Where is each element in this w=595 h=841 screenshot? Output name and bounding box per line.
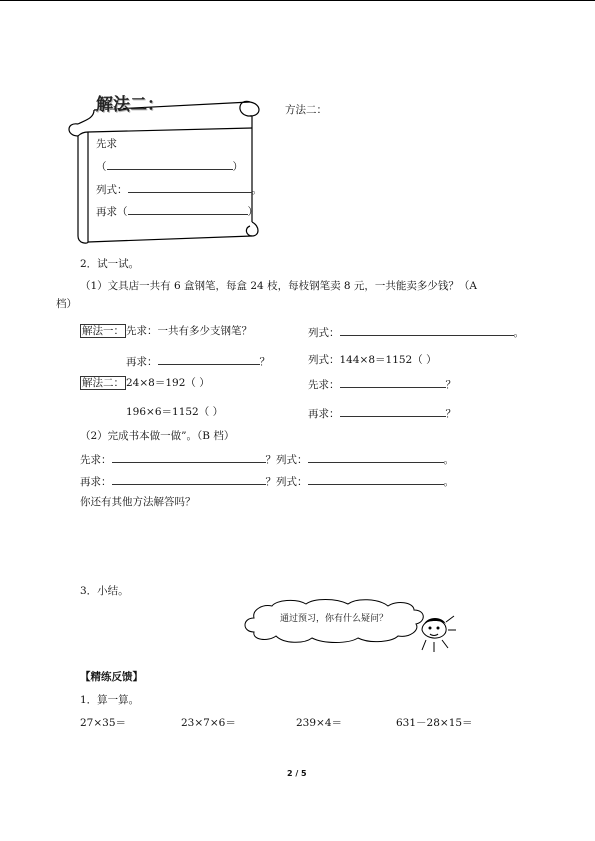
q2-p1-line2: 档） bbox=[56, 298, 77, 310]
sol1-box: 解法一： bbox=[82, 325, 124, 337]
feedback-heading: 【精练反馈】 bbox=[80, 671, 143, 683]
bubble-text: 通过预习，你有什么疑问？ bbox=[280, 614, 389, 624]
p2-row2-blank1[interactable] bbox=[112, 473, 266, 485]
p2-row1-mid: ？列式： bbox=[265, 454, 308, 466]
scroll-line-first: 先求 bbox=[96, 138, 117, 150]
other-methods-question: 你还有其他方法解答吗？ bbox=[80, 496, 196, 508]
sol2-box: 解法二： bbox=[82, 377, 124, 389]
p2-row1-label: 先求： bbox=[80, 454, 112, 466]
sol1-again-label: 再求： bbox=[126, 356, 158, 368]
scroll-blank-3[interactable] bbox=[128, 203, 248, 215]
scroll-line-again bbox=[96, 203, 258, 219]
sol1-again bbox=[126, 353, 270, 369]
exercise-1: 27×35＝ bbox=[80, 717, 127, 729]
scroll-title: 解法二： bbox=[96, 95, 164, 115]
p2-row2-blank2[interactable] bbox=[308, 473, 444, 485]
sol2-ask-blank[interactable] bbox=[340, 376, 446, 388]
sol1-again-suffix: ？ bbox=[259, 356, 270, 368]
p2-row2-mid: ？列式： bbox=[265, 476, 308, 488]
exercise-4: 631－28×15＝ bbox=[396, 717, 473, 729]
sol1-formula-suffix: 。 bbox=[513, 327, 524, 339]
sol2-ask-suffix: ？ bbox=[445, 379, 456, 391]
feedback-q1: 1．算一算。 bbox=[80, 694, 140, 706]
q2-p1-line1: （1）文具店一共有 6 盒钢笔，每盒 24 枝，每枝钢笔卖 8 元，一共能卖多少钱？（A bbox=[80, 280, 478, 292]
scroll-again-suffix: ） bbox=[247, 206, 258, 218]
sol2-again-blank[interactable] bbox=[340, 405, 446, 417]
p2-row2-label: 再求： bbox=[80, 476, 112, 488]
scroll-again-label: 再求（ bbox=[96, 206, 128, 218]
scroll-formula-label: 列式： bbox=[96, 184, 128, 196]
sol2-ask-label: 先求： bbox=[308, 379, 340, 391]
scroll-blank-1[interactable] bbox=[107, 158, 233, 170]
sol1-formula2: 列式：144×8＝1152（ ） bbox=[308, 354, 437, 366]
page-number: 2 / 5 bbox=[287, 769, 307, 778]
scroll-line-formula bbox=[96, 181, 262, 197]
sol1-formula-label: 列式： bbox=[308, 327, 340, 339]
scroll-close-paren: ） bbox=[232, 161, 243, 173]
method-two-label: 方法二： bbox=[285, 104, 327, 116]
sol1-formula-blank[interactable] bbox=[340, 324, 514, 336]
exercise-3: 239×4＝ bbox=[296, 717, 343, 729]
scroll-line-blank bbox=[96, 158, 243, 174]
p2-row1-blank1[interactable] bbox=[112, 451, 266, 463]
sol2-ask bbox=[308, 376, 456, 392]
thought-bubble-graphic bbox=[240, 598, 465, 656]
scroll-open-paren: （ bbox=[96, 161, 107, 173]
sol2-row1 bbox=[80, 376, 210, 390]
sol2-eq2: 196×6＝1152（ ） bbox=[126, 406, 224, 418]
q3-heading: 3．小结。 bbox=[80, 585, 129, 597]
sol1-again-blank[interactable] bbox=[158, 353, 260, 365]
exercise-2: 23×7×6＝ bbox=[181, 717, 236, 729]
sol1-ask: 先求：一共有多少支钢笔？ bbox=[126, 325, 252, 337]
q2-heading: 2．试一试。 bbox=[80, 258, 140, 270]
p2-row2-end: 。 bbox=[443, 476, 454, 488]
sol2-eq1: 24×8＝192（ ） bbox=[126, 377, 210, 389]
p2-row1-blank2[interactable] bbox=[308, 451, 444, 463]
scroll-blank-2[interactable] bbox=[128, 181, 252, 193]
p2-row1 bbox=[80, 451, 454, 467]
p2-row2 bbox=[80, 473, 454, 489]
sol2-again-label: 再求： bbox=[308, 408, 340, 420]
sol1-row1 bbox=[80, 324, 252, 338]
q2-p2-title: （2）完成书本做一做”。（B 档） bbox=[80, 430, 235, 442]
top-rule bbox=[0, 0, 595, 1]
scroll-formula-suffix: 。 bbox=[251, 184, 262, 196]
p2-row1-end: 。 bbox=[443, 454, 454, 466]
sol2-again-suffix: ？ bbox=[445, 408, 456, 420]
sol2-again bbox=[308, 405, 456, 421]
sol1-formula bbox=[308, 324, 524, 340]
